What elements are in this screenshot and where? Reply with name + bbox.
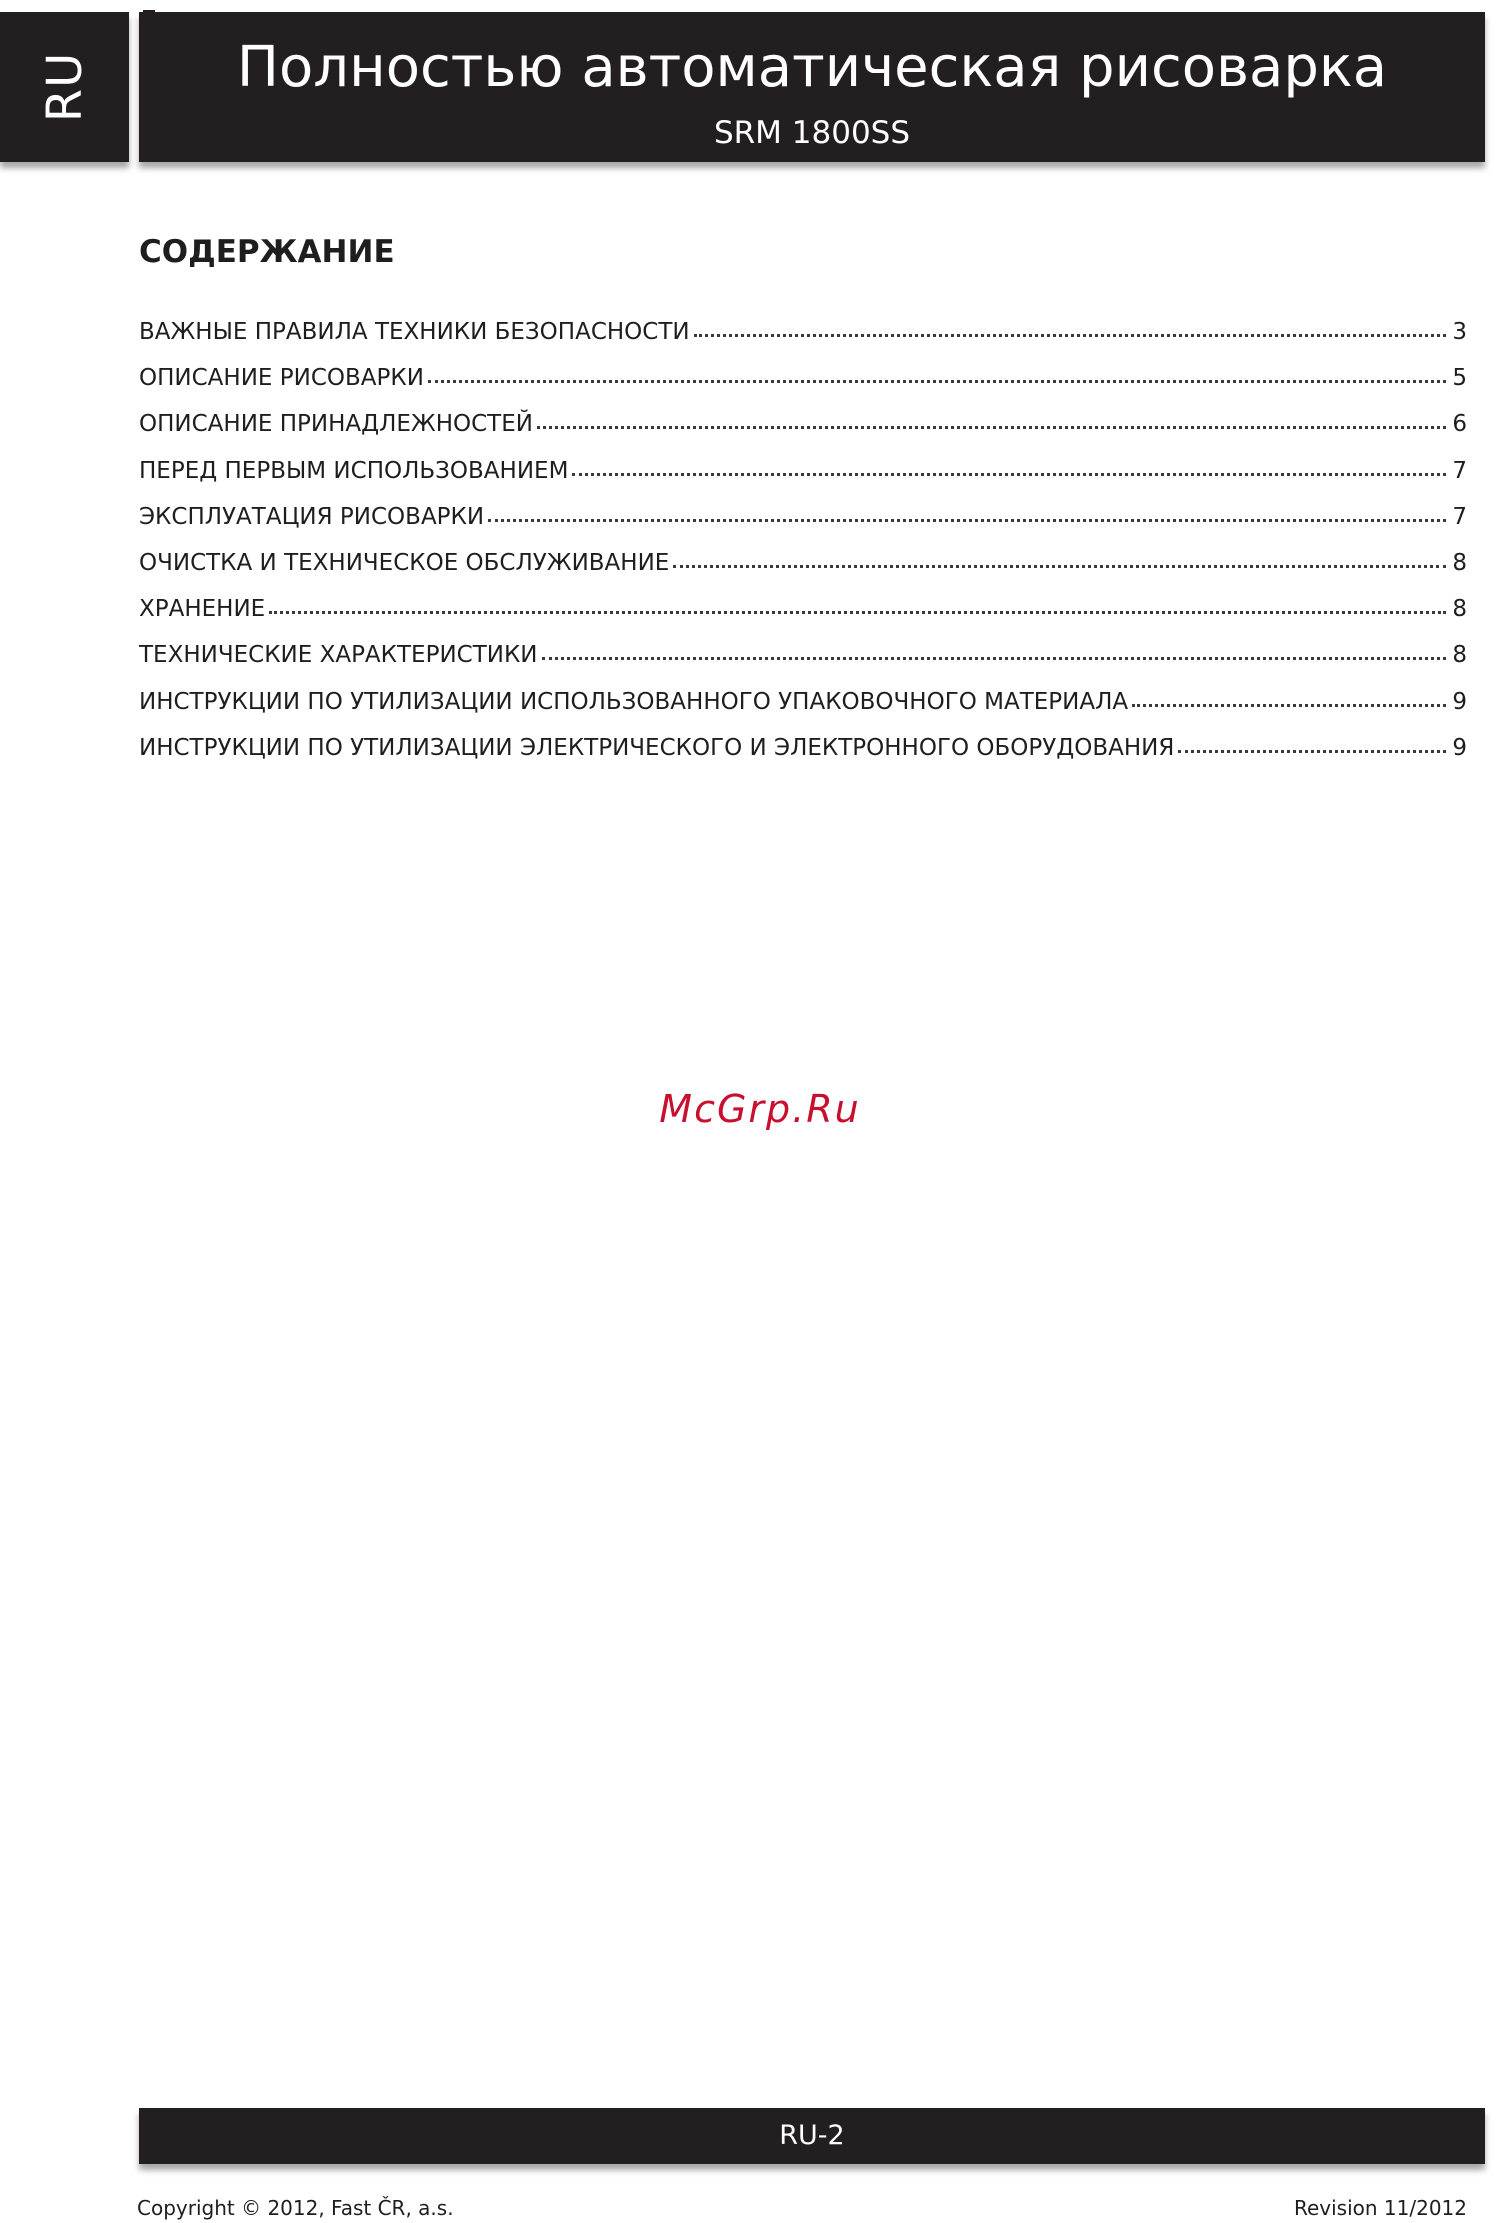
toc-item-page: 8 (1452, 549, 1467, 576)
revision-label: Revision 11/2012 (1293, 2196, 1467, 2220)
toc-item (139, 457, 1467, 506)
toc-item (139, 413, 1467, 459)
toc-item-title: ОПИСАНИЕ ПРИНАДЛЕЖНОСТЕЙ (139, 411, 533, 438)
toc-item (139, 644, 1467, 690)
toc-heading: СОДЕРЖАНИЕ (139, 234, 395, 270)
toc-item-page: 5 (1452, 365, 1467, 392)
toc-item (139, 688, 1467, 737)
toc-dot-leader (488, 519, 1446, 522)
language-code: RU (36, 51, 93, 123)
toc-dot-leader (1178, 750, 1446, 753)
toc-item-title: ХРАНЕНИЕ (139, 596, 266, 623)
toc-dot-leader (1132, 704, 1446, 707)
table-of-contents (139, 321, 1467, 783)
model-number: SRM 1800SS (713, 115, 911, 151)
copyright-notice: Copyright © 2012, Fast ČR, a.s. (137, 2196, 454, 2220)
toc-item-page: 8 (1452, 596, 1467, 623)
toc-dot-leader (694, 334, 1447, 337)
toc-item-page: 3 (1452, 319, 1467, 345)
toc-item-page: 9 (1452, 734, 1467, 761)
toc-item (139, 549, 1467, 598)
toc-item-title: ПЕРЕД ПЕРВЫМ ИСПОЛЬЗОВАНИЕМ (139, 457, 569, 484)
toc-item-page: 6 (1452, 411, 1467, 438)
toc-item-page: 8 (1452, 642, 1467, 669)
watermark: McGrp.Ru (659, 1087, 861, 1131)
toc-item (139, 734, 1467, 783)
language-tab (0, 12, 129, 162)
document-title: Полностью автоматическая рисоварка (236, 35, 1388, 100)
toc-dot-leader (572, 473, 1446, 476)
toc-item (139, 503, 1467, 552)
page-number: RU-2 (779, 2120, 845, 2151)
toc-item-title: ОПИСАНИЕ РИСОВАРКИ (139, 365, 424, 392)
toc-dot-leader (542, 657, 1447, 660)
toc-item-page: 7 (1452, 457, 1467, 484)
toc-item (139, 321, 1467, 367)
footer-bar (139, 2108, 1485, 2164)
toc-item-title: ИНСТРУКЦИИ ПО УТИЛИЗАЦИИ ЭЛЕКТРИЧЕСКОГО И ЭЛЕКТРОННОГО ОБОРУДОВАНИЯ (139, 734, 1175, 761)
toc-item-page: 7 (1452, 503, 1467, 530)
toc-dot-leader (269, 611, 1446, 614)
toc-dot-leader (673, 565, 1446, 568)
toc-item-title: ТЕХНИЧЕСКИЕ ХАРАКТЕРИСТИКИ (139, 642, 538, 669)
toc-item-title: ОЧИСТКА И ТЕХНИЧЕСКОЕ ОБСЛУЖИВАНИЕ (139, 549, 670, 576)
toc-dot-leader (428, 380, 1446, 383)
toc-item (139, 598, 1467, 644)
toc-item-title: ИНСТРУКЦИИ ПО УТИЛИЗАЦИИ ИСПОЛЬЗОВАННОГО УПАКОВОЧНОГО МАТЕРИАЛА (139, 688, 1129, 715)
header-bar (139, 12, 1485, 162)
toc-item-title: ВАЖНЫЕ ПРАВИЛА ТЕХНИКИ БЕЗОПАСНОСТИ (139, 319, 690, 345)
toc-item-page: 9 (1452, 688, 1467, 715)
toc-item (139, 367, 1467, 413)
toc-dot-leader (537, 426, 1446, 429)
toc-item-title: ЭКСПЛУАТАЦИЯ РИСОВАРКИ (139, 503, 485, 530)
